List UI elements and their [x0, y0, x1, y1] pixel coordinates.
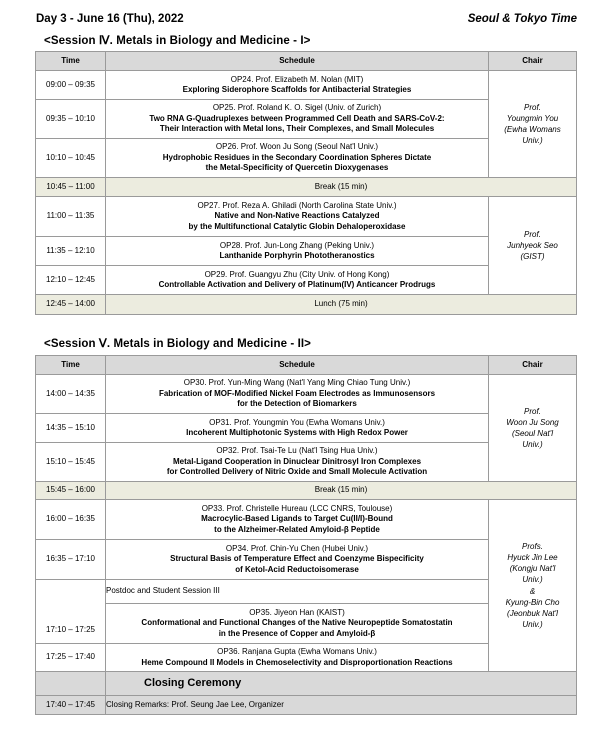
session-5-table — [35, 355, 577, 715]
table-row — [36, 500, 577, 540]
chair-cell — [489, 500, 577, 672]
break-row — [36, 295, 577, 315]
program-cell — [106, 100, 489, 139]
program-cell — [106, 644, 489, 672]
time-cell: 11:00 – 11:35 — [36, 197, 106, 237]
talk-title: Conformational and Functional Changes of the Native Neuropeptide Somatostatin — [141, 618, 453, 628]
header-row — [36, 52, 577, 71]
chair-cell — [489, 197, 577, 295]
lunch-cell: Lunch (75 min) — [106, 295, 577, 315]
table-row — [36, 71, 577, 100]
timezone-label: Seoul & Tokyo Time — [467, 13, 577, 25]
chair-line: & — [529, 586, 536, 596]
time-header: Time — [36, 52, 106, 71]
schedule-header: Schedule — [106, 356, 489, 375]
talk-title: the Metal-Specificity of Quercetin Dioxygenases — [205, 163, 389, 173]
break-cell: Break (15 min) — [106, 482, 577, 500]
program-cell — [106, 266, 489, 295]
student-session-label: Postdoc and Student Session III — [106, 580, 489, 604]
time-header: Time — [36, 356, 106, 375]
speaker-line: OP24. Prof. Elizabeth M. Nolan (MIT) — [230, 74, 364, 84]
chair-line: Kyung-Bin Cho — [505, 597, 560, 607]
talk-title: for Controlled Delivery of Nitric Oxide and Small Molecule Activation — [166, 467, 428, 477]
chair-header: Chair — [489, 52, 577, 71]
time-cell: 12:45 – 14:00 — [36, 295, 106, 315]
chair-line: (Jeonbuk Nat'l — [507, 608, 558, 618]
talk-title: in the Presence of Copper and Amyloid-β — [218, 628, 376, 638]
chair-line: Woon Ju Song — [506, 417, 559, 427]
schedule-header: Schedule — [106, 52, 489, 71]
chair-line: Univ.) — [522, 440, 543, 450]
program-cell — [106, 71, 489, 100]
talk-title: Incoherent Multiphotonic Systems with High Redox Power — [186, 428, 408, 437]
time-cell: 14:35 – 15:10 — [36, 414, 106, 443]
time-cell: 17:40 – 17:45 — [36, 696, 106, 715]
chair-line: Hyuck Jin Lee — [507, 552, 558, 562]
talk-title: Metal-Ligand Cooperation in Dinuclear Dinitrosyl Iron Complexes — [172, 456, 422, 466]
talk-title: Heme Compound II Models in Chemoselectivity and Disproportionation Reactions — [141, 657, 453, 667]
time-cell: 15:10 – 15:45 — [36, 443, 106, 482]
chair-cell — [489, 71, 577, 178]
time-cell: 12:10 – 12:45 — [36, 266, 106, 295]
closing-title-cell — [106, 672, 577, 696]
speaker-line: OP28. Prof. Jun-Long Zhang (Peking Univ.) — [219, 240, 375, 250]
closing-remarks-row — [36, 696, 577, 715]
speaker-line: OP33. Prof. Christelle Hureau (LCC CNRS, Toulouse) — [201, 503, 393, 513]
chair-line: Univ.) — [522, 620, 543, 630]
session-4-table — [35, 51, 577, 315]
time-cell: 14:00 – 14:35 — [36, 375, 106, 414]
chair-line: Junhyeok Seo — [507, 240, 558, 250]
session-4-title: <Session Ⅳ. Metals in Biology and Medicine - I> — [44, 35, 311, 47]
chair-line: Profs. — [522, 541, 543, 551]
talk-title: to the Alzheimer-Related Amyloid-β Peptide — [214, 524, 380, 534]
closing-ceremony-title: Closing Ceremony — [144, 677, 242, 690]
time-cell: 10:10 – 10:45 — [36, 139, 106, 178]
chair-line: Youngmin You — [506, 113, 559, 123]
talk-title: Controllable Activation and Delivery of Platinum(IV) Anticancer Prodrugs — [158, 280, 436, 289]
talk-title: Their Interaction with Metal Ions, Their Complexes, and Small Molecules — [159, 124, 435, 134]
chair-line: Prof. — [524, 102, 541, 112]
talk-title: Fabrication of MOF-Modified Nickel Foam Electrodes as Immunosensors — [158, 388, 436, 398]
program-cell — [106, 443, 489, 482]
talk-title: by the Multifunctional Catalytic Globin Dehaloperoxidase — [188, 221, 406, 231]
speaker-line: OP36. Ranjana Gupta (Ewha Womans Univ.) — [217, 647, 377, 657]
header-row — [36, 356, 577, 375]
chair-line: Univ.) — [522, 575, 543, 585]
talk-title: Exploring Siderophore Scaffolds for Antibacterial Strategies — [182, 85, 412, 94]
time-cell: 10:45 – 11:00 — [36, 178, 106, 197]
program-cell — [106, 540, 489, 580]
talk-title: Hydrophobic Residues in the Secondary Coordination Spheres Dictate — [162, 152, 432, 162]
time-cell: 09:00 – 09:35 — [36, 71, 106, 100]
speaker-line: OP30. Prof. Yun-Ming Wang (Nat'l Yang Ming Chiao Tung Univ.) — [183, 378, 411, 388]
speaker-line: OP27. Prof. Reza A. Ghiladi (North Carolina State Univ.) — [197, 200, 397, 210]
program-cell — [106, 414, 489, 443]
program-cell — [106, 197, 489, 237]
speaker-line: OP32. Prof. Tsai-Te Lu (Nat'l Tsing Hua Univ.) — [216, 446, 378, 456]
chair-line: Prof. — [524, 406, 541, 416]
speaker-line: OP25. Prof. Roland K. O. Sigel (Univ. of Zurich) — [212, 103, 382, 113]
page-title: Day 3 - June 16 (Thu), 2022 — [36, 13, 184, 25]
break-row — [36, 178, 577, 197]
table-row — [36, 375, 577, 414]
time-cell: 11:35 – 12:10 — [36, 237, 106, 266]
time-cell: 09:35 – 10:10 — [36, 100, 106, 139]
talk-title: Macrocylic-Based Ligands to Target Cu(II/I)-Bound — [201, 514, 393, 524]
table-row — [36, 197, 577, 237]
speaker-line: OP31. Prof. Youngmin You (Ewha Womans Univ.) — [209, 417, 385, 427]
chair-header: Chair — [489, 356, 577, 375]
chair-line: Univ.) — [522, 136, 543, 146]
time-cell: 16:35 – 17:10 — [36, 540, 106, 580]
talk-title: Structural Basis of Temperature Effect and Coenzyme Bispecificity — [170, 554, 424, 564]
program-cell — [106, 139, 489, 178]
chair-cell — [489, 375, 577, 482]
time-cell: 17:10 – 17:25 — [36, 580, 106, 644]
closing-remarks: Closing Remarks: Prof. Seung Jae Lee, Organizer — [106, 696, 577, 715]
program-cell — [106, 500, 489, 540]
speaker-line: OP35. Jiyeon Han (KAIST) — [249, 607, 345, 617]
closing-time-spacer — [36, 672, 106, 696]
chair-line: (Kongju Nat'l — [509, 564, 556, 574]
talk-title: Lanthanide Porphyrin Phototheranostics — [219, 251, 375, 260]
chair-line: (Seoul Nat'l — [511, 429, 554, 438]
talk-title: Native and Non-Native Reactions Catalyzed — [214, 211, 380, 221]
time-cell: 16:00 – 16:35 — [36, 500, 106, 540]
chair-line: (Ewha Womans — [504, 125, 561, 134]
talk-title: of Ketol-Acid Reductoisomerase — [235, 564, 359, 574]
speaker-line: OP34. Prof. Chin-Yu Chen (Hubei Univ.) — [225, 543, 369, 553]
break-row — [36, 482, 577, 500]
time-cell: 15:45 – 16:00 — [36, 482, 106, 500]
break-cell: Break (15 min) — [106, 178, 577, 197]
time-cell: 17:25 – 17:40 — [36, 644, 106, 672]
session-5-title: <Session Ⅴ. Metals in Biology and Medicine - II> — [44, 338, 312, 350]
program-cell — [106, 604, 489, 644]
program-cell — [106, 237, 489, 266]
speaker-line: OP29. Prof. Guangyu Zhu (City Univ. of Hong Kong) — [204, 269, 390, 279]
program-cell — [106, 375, 489, 414]
talk-title: Two RNA G-Quadruplexes between Programmed Cell Death and SARS-CoV-2: — [149, 113, 445, 123]
closing-title-row — [36, 672, 577, 696]
chair-line: Prof. — [524, 229, 541, 239]
speaker-line: OP26. Prof. Woon Ju Song (Seoul Nat'l Univ.) — [215, 142, 379, 152]
chair-line: (GIST) — [520, 252, 545, 262]
talk-title: for the Detection of Biomarkers — [237, 399, 357, 409]
